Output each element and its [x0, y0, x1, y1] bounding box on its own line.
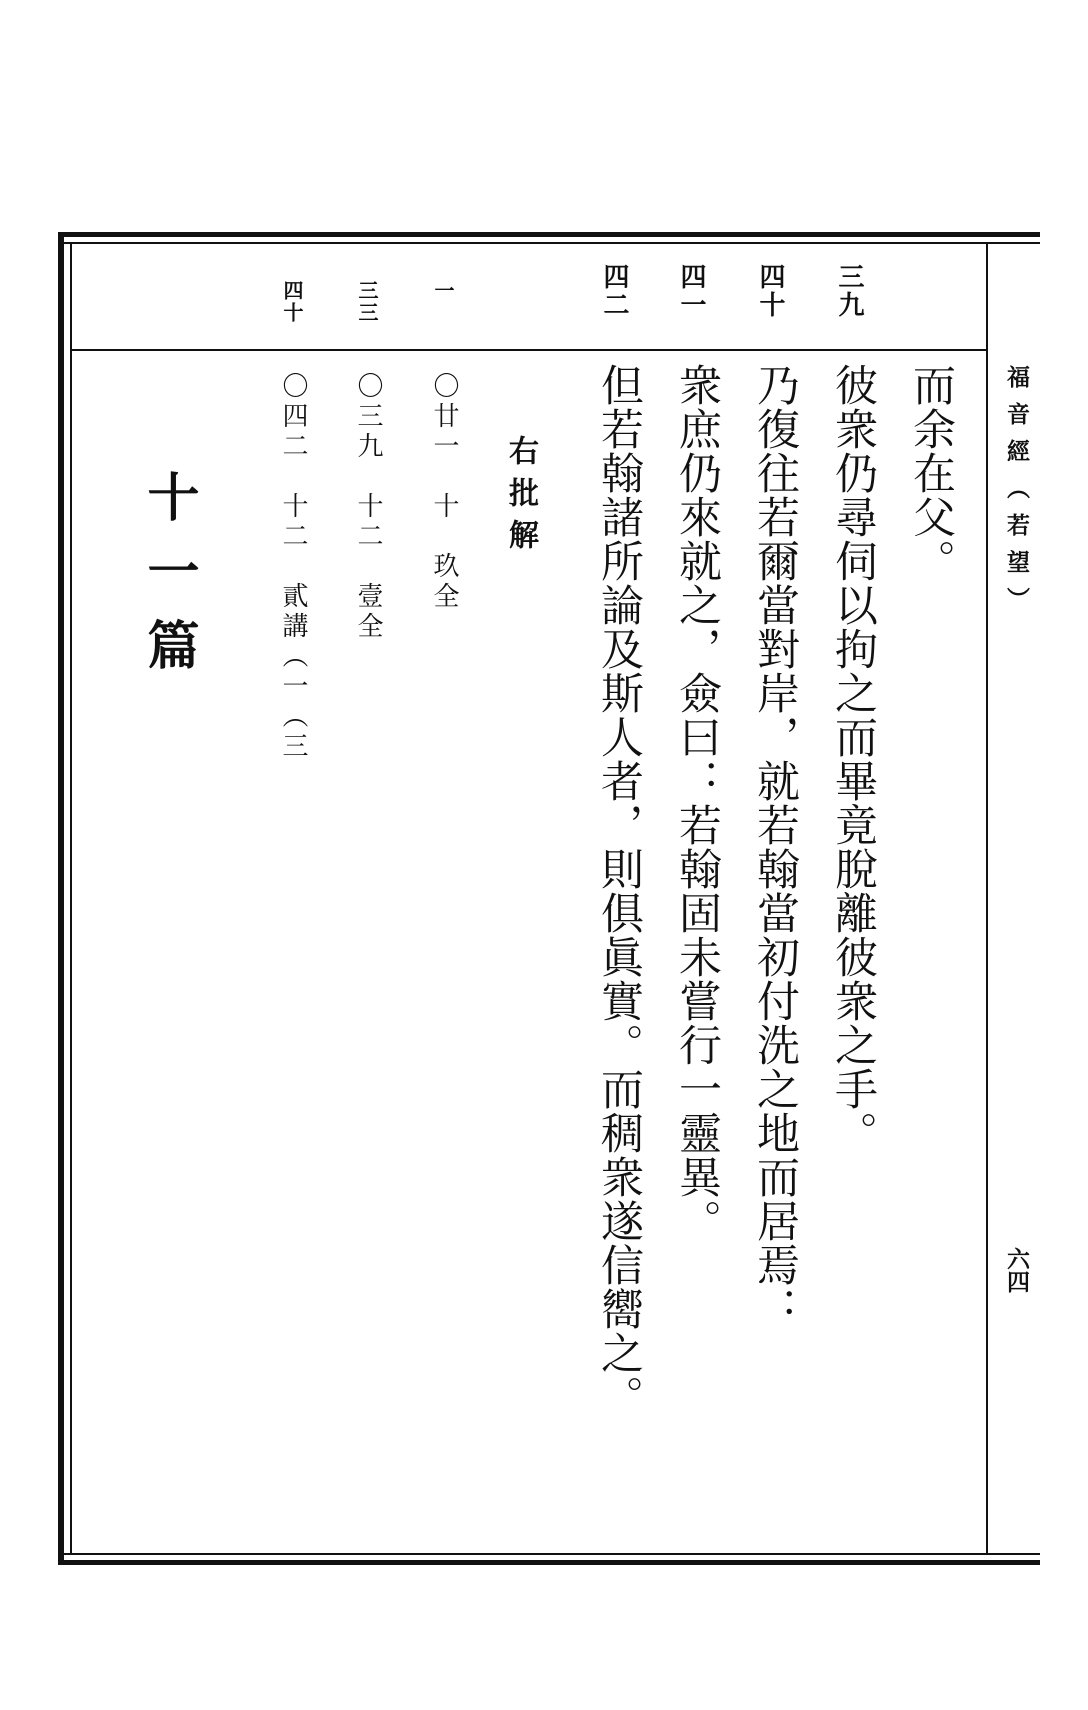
page-number: 六四 — [1003, 1247, 1030, 1293]
commentary-title: 右批解 — [503, 435, 538, 561]
frame-left-rule-inner — [70, 244, 72, 1554]
verse-number-divider — [72, 349, 986, 351]
frame-bottom-rule — [58, 1560, 1040, 1565]
verse-number-40: 四十 — [755, 263, 785, 319]
verse-42: 但若翰諸所論及斯人者，則俱眞實。而稠衆遂信嚮之。 — [594, 363, 644, 1419]
verse-number-41: 四一 — [676, 263, 706, 319]
ref-1-number: 一 — [431, 280, 455, 302]
verse-39: 彼衆仍尋伺以拘之而畢竟脫離彼衆之手。 — [828, 363, 878, 1155]
frame-bottom-rule-inner — [58, 1553, 1040, 1555]
frame-left-rule — [58, 232, 64, 1565]
verse-number-39: 三九 — [834, 263, 864, 319]
verse-40: 乃復往若爾當對岸，就若翰當初付洗之地而居焉： — [750, 363, 800, 1331]
running-header: 福音經（若望） — [1003, 365, 1030, 624]
verse-41: 衆庶仍來就之，僉曰：若翰固未嘗行一靈異。 — [672, 363, 722, 1243]
verse-prev-ending: 而余在父。 — [906, 363, 956, 583]
ref-2-number: 三三 — [355, 280, 379, 324]
ref-3-text: 〇四二 十二 貳講（一（三 — [278, 372, 308, 762]
verse-number-42: 四二 — [599, 263, 629, 319]
frame-top-rule — [58, 232, 1040, 237]
frame-top-rule-inner — [58, 242, 1040, 244]
ref-1-text: 〇廿一 十 玖全 — [429, 372, 459, 612]
chapter-heading: 十一篇 — [138, 470, 199, 692]
ref-2-text: 〇三九 十二 壹全 — [353, 372, 383, 642]
ref-3-number: 四十 — [280, 280, 304, 324]
frame-right-rule — [986, 244, 988, 1554]
